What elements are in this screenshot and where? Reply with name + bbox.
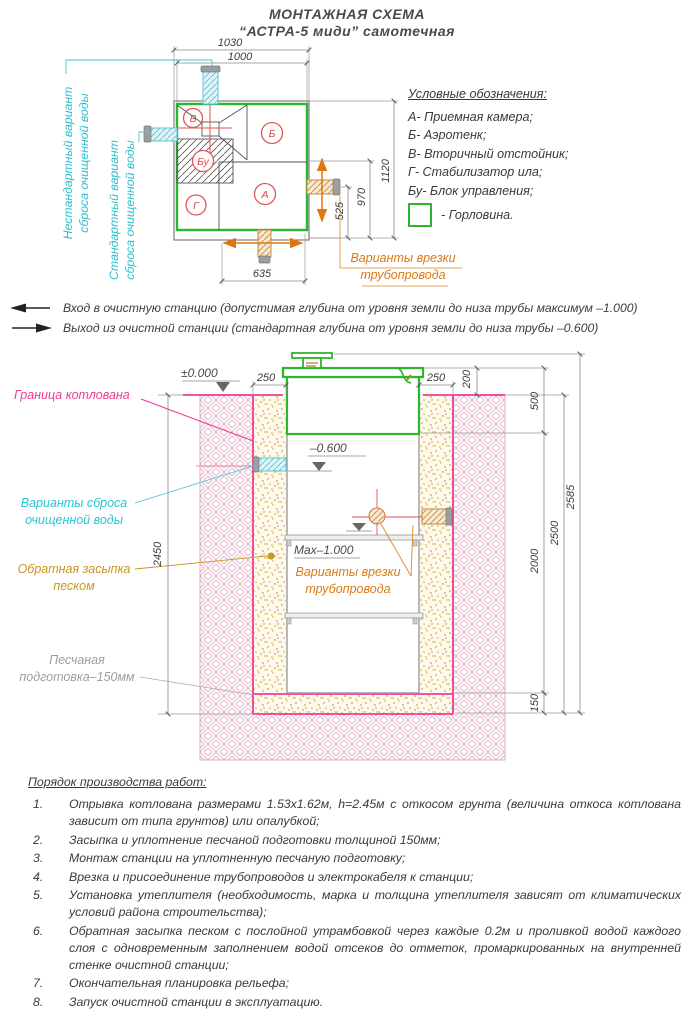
sand-backfill-right: [420, 396, 453, 693]
tank-body: [287, 433, 419, 693]
dim-neck-height: 500: [529, 391, 541, 411]
gorlovina-square-icon: [408, 203, 432, 227]
dim-outer-width: 1030: [217, 37, 243, 49]
bottom-pipe-cap-icon: [259, 256, 270, 263]
pit-boundary-label: Граница котлована: [14, 388, 130, 402]
left-pipe-cap-icon: [144, 126, 151, 142]
tank-neck-gorlovina: [287, 377, 419, 434]
inlet-pipe-side-icon: [422, 509, 447, 524]
dim-gap-right: 250: [426, 372, 446, 384]
outlet-pipe-cap-icon: [253, 457, 259, 472]
sand-backfill-label: Обратная засыпка песком: [17, 562, 131, 593]
work-order-item: 7. Окончательная планировка рельефа;: [33, 976, 290, 990]
sand-prep-label: Песчаная подготовка–150мм: [19, 653, 135, 684]
dim-bottom-width: 635: [252, 268, 272, 280]
zero-level-mark-icon: [216, 382, 230, 392]
dim-total-height: 2585: [565, 484, 577, 510]
dim-gap-left: 250: [256, 372, 276, 384]
dim-tank-width: 1000: [227, 51, 253, 63]
legend-item-g: Г- Стабилизатор ила;: [408, 165, 543, 180]
sand-backfill-left: [254, 396, 286, 693]
inlet-arrow-icon: [8, 302, 54, 314]
left-discharge-pipe-icon: [149, 128, 177, 141]
work-order-item: 4. Врезка и присоединение трубопроводов и электрокабеля к станции;: [33, 869, 474, 884]
outlet-arrow-icon: [8, 322, 54, 334]
level-zero: ±0.000: [181, 366, 218, 380]
legend-item-a: А- Приемная камера;: [408, 110, 533, 124]
legend-item-v: В- Вторичный отстойник;: [408, 146, 569, 161]
work-order-item: 8. Запуск очистной станции в эксплуатацию.: [33, 994, 323, 1009]
discharge-variants-label: Варианты сброса очищенной воды: [20, 496, 128, 527]
work-order-item: 2. Засыпка и уплотнение песчаной подготовки толщиной 150мм;: [33, 832, 441, 847]
dim-inner-height: 970: [356, 187, 368, 207]
legend-item-gorlovina: - Горловина.: [408, 203, 678, 227]
right-inlet-pipe-icon: [307, 180, 334, 194]
dim-pit-total: 2500: [549, 520, 561, 546]
sand-bed: [254, 695, 453, 714]
standard-discharge-label: Стандартный вариант сброса очищенной воды: [107, 140, 137, 280]
work-order-item: 6. Обратная засыпка песком с послойной утрамбовкой через каждые 0.2м и проливкой водой каждого слоя с одновременным заполнением водой отсеков до отметок, промаркированных на внутренней стенке очистной станции;: [33, 923, 681, 972]
dim-lid-above-ground: 200: [461, 369, 473, 389]
legend-item-bu: Бу- Блок управления;: [408, 183, 534, 198]
dim-outer-height: 1120: [380, 159, 392, 183]
work-order-item: 1. Отрывка котлована размерами 1.53х1.62м, h=2.45м с откосом грунта (величина откоса котлована зависит от типа грунтов) или опалубкой;: [33, 797, 681, 828]
dim-body-height: 2000: [529, 548, 541, 574]
level-max-inlet: Max–1.000: [294, 543, 354, 557]
inlet-pipe-section-icon: [369, 508, 385, 524]
level-outlet: –0.600: [310, 441, 347, 455]
plan-pipe-variants-label: Варианты врезки трубопровода: [350, 251, 456, 282]
inlet-pipe-cap-icon: [446, 508, 452, 525]
top-pipe-cap-icon: [201, 66, 220, 72]
compartment-b-label: Б: [268, 128, 276, 140]
compartment-bu-label: Бу: [197, 156, 209, 168]
dim-pipe-offset: 525: [334, 201, 346, 221]
nonstandard-discharge-label: Нестандартный вариант сброса очищенной воды: [61, 86, 91, 240]
section-pipe-variants-label: Варианты врезки трубопровода: [295, 565, 401, 596]
dim-bed-height: 150: [529, 693, 541, 713]
inlet-note: Вход в очистную станцию (допустимая глубина от уровня земли до низа трубы максимум –1.000): [8, 301, 638, 315]
work-order-title: Порядок производства работ:: [28, 775, 207, 789]
top-discharge-pipe-icon: [203, 71, 218, 104]
right-pipe-cap-icon: [333, 179, 340, 195]
title-line2: “АСТРА-5 миди” самотечная: [239, 23, 455, 39]
outlet-pipe-icon: [258, 458, 286, 471]
legend: [408, 87, 678, 227]
compartment-v-label: В: [189, 113, 197, 125]
work-order-item: 3. Монтаж станции на уплотненную песчаную подготовку;: [33, 851, 406, 865]
legend-title: Условные обозначения:: [408, 87, 548, 101]
backfill-point-icon: [268, 553, 275, 560]
section-view-drawing: [135, 353, 585, 760]
work-order-item: 5. Установка утеплителя (необходимость, марка и толщина утеплителя зависят от климатических условий района строительства);: [33, 888, 681, 919]
dim-pit-depth: 2450: [152, 541, 164, 567]
legend-item-b: Б- Аэротенк;: [408, 128, 487, 143]
compartment-a-label: А: [261, 189, 269, 201]
outlet-note: Выход из очистной станции (стандартная глубина от уровня земли до низа трубы –0.600): [8, 321, 598, 335]
work-order-list: [28, 774, 681, 1012]
title-line1: МОНТАЖНАЯ СХЕМА: [269, 6, 425, 22]
compartment-g-label: Г: [193, 200, 199, 212]
